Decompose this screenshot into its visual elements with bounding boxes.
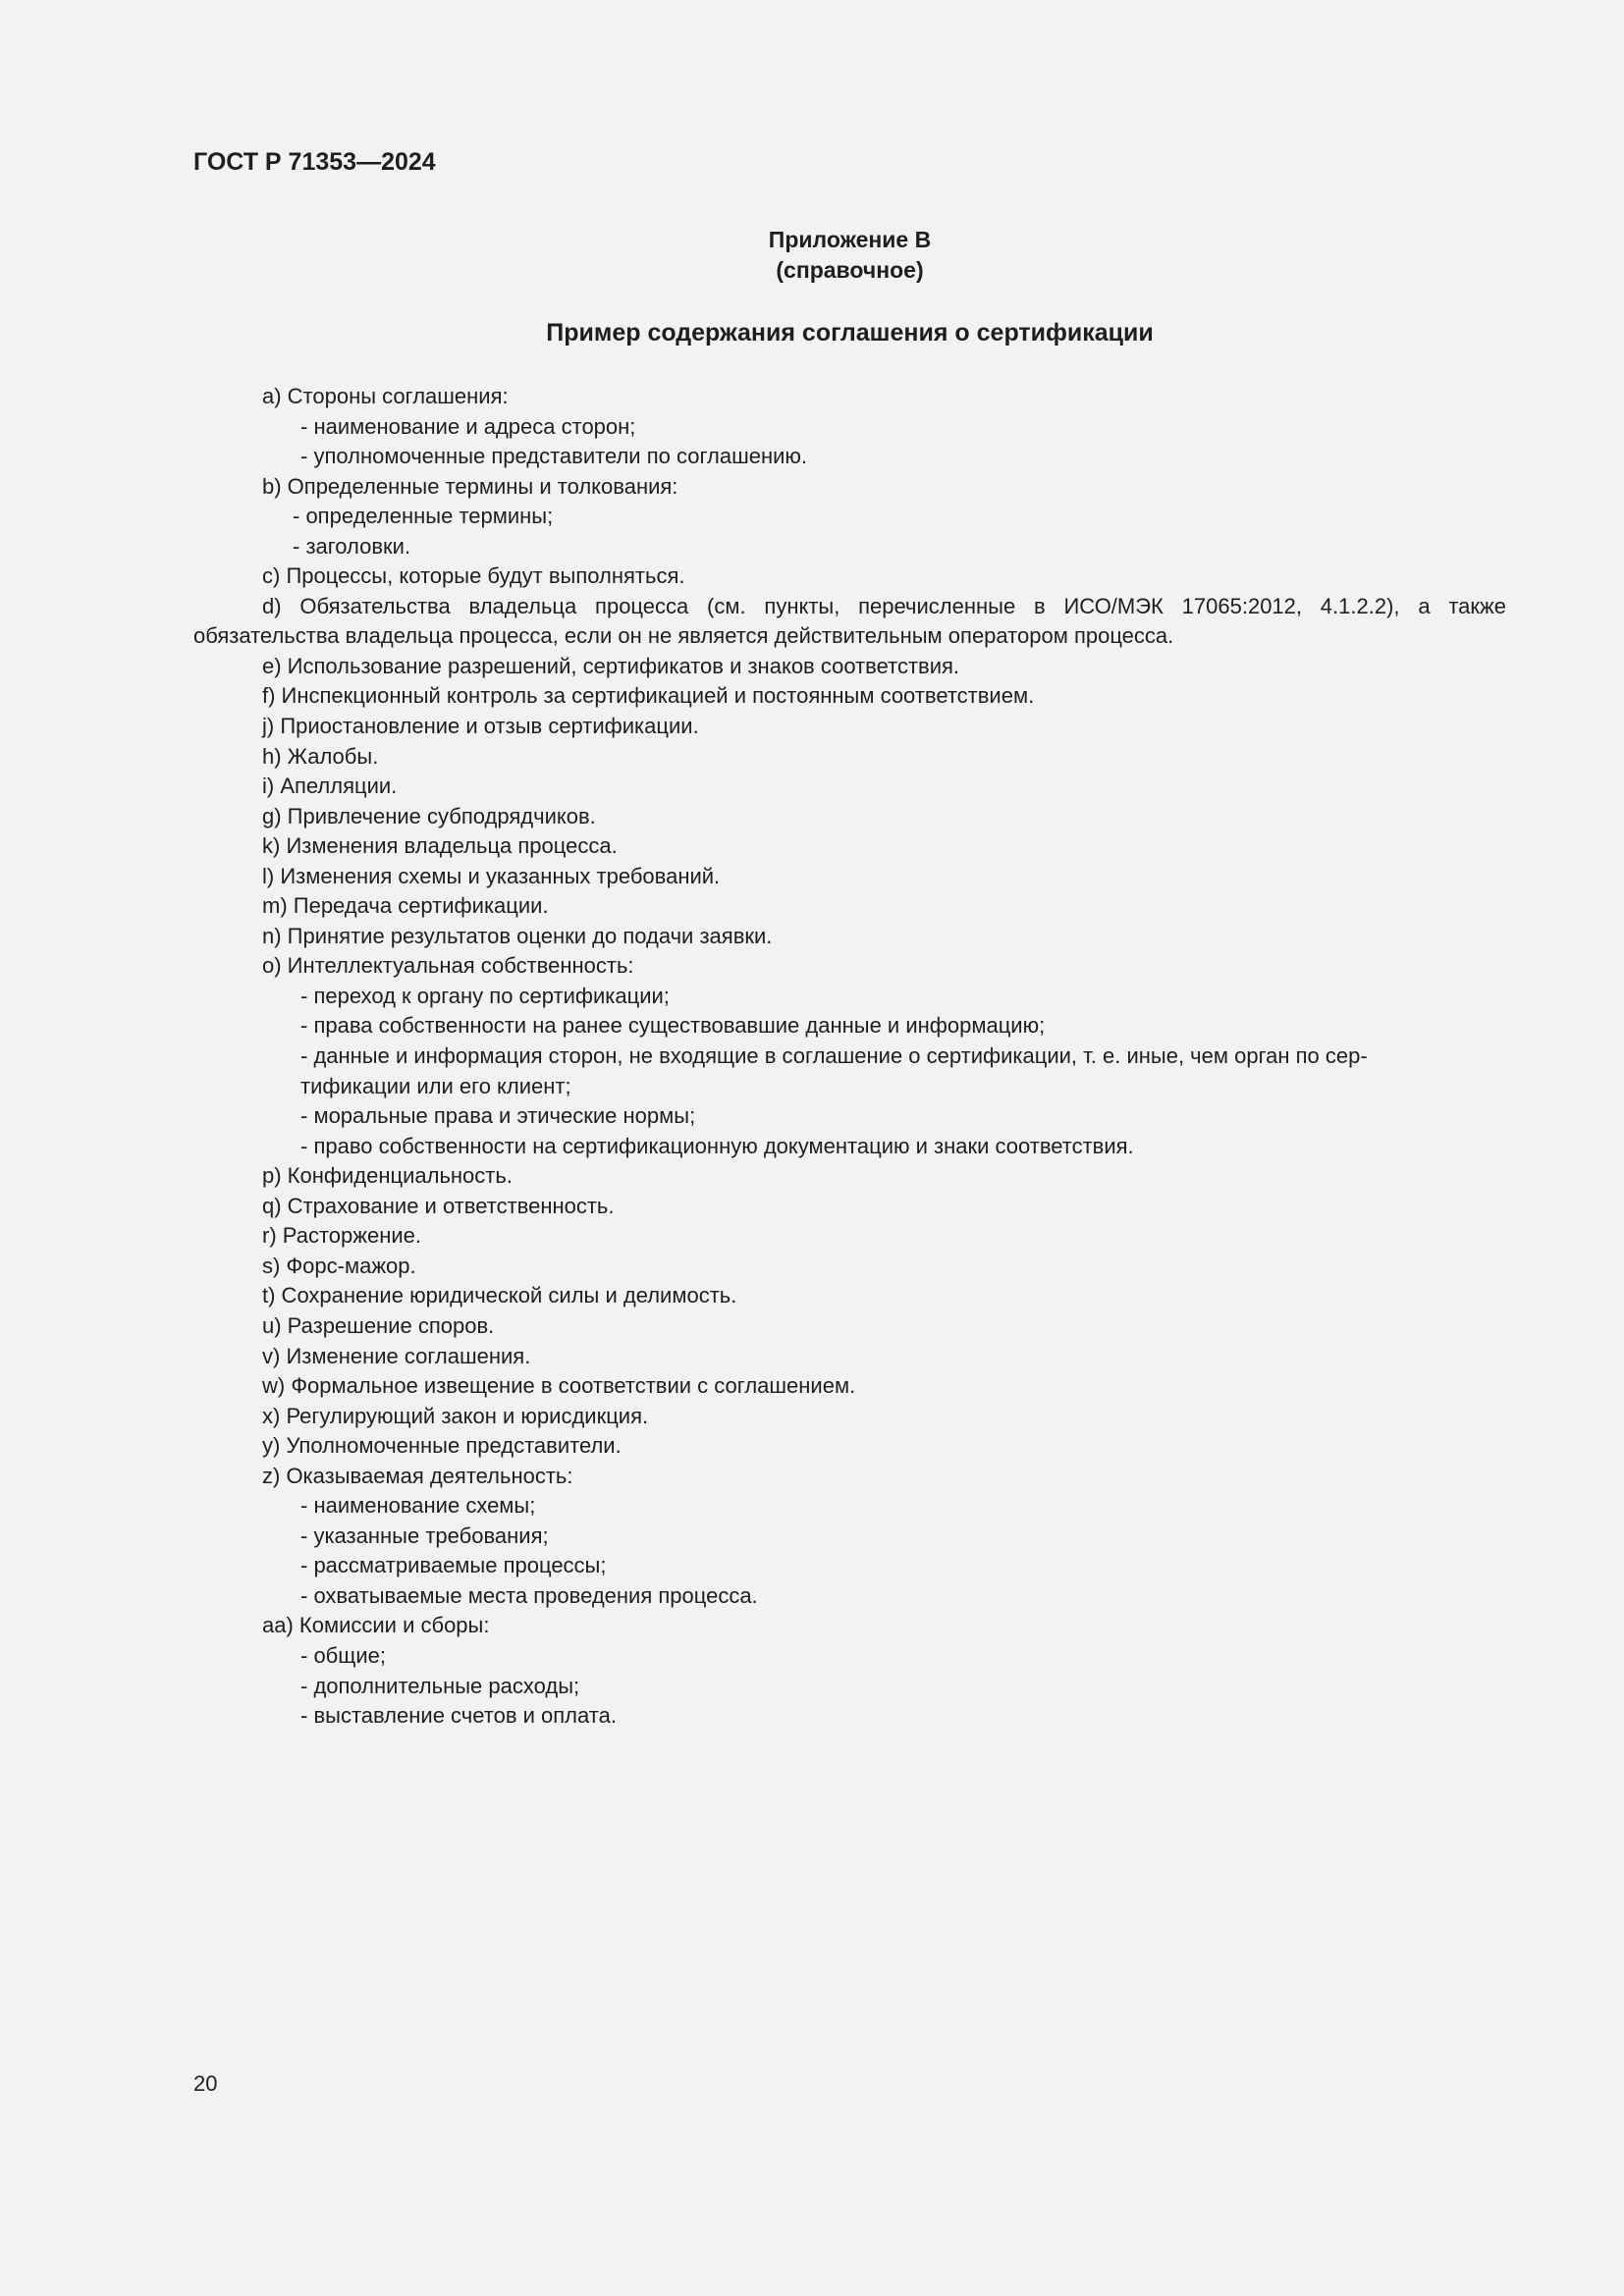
list-item: d) Обязательства владельца процесса (см. пункты, перечисленные в ИСО/МЭК 17065:2012, 4.1.2.2), а также обязательства владельца процесса, если он не является действительным оператором процесса. (193, 593, 1506, 649)
list-item: e) Использование разрешений, сертификатов и знаков соответствия. (262, 653, 960, 678)
list-subitem: - моральные права и этические нормы; (300, 1103, 696, 1129)
list-item: g) Привлечение субподрядчиков. (262, 803, 596, 828)
page-number: 20 (193, 2071, 218, 2096)
list-item: n) Принятие результатов оценки до подачи заявки. (262, 923, 773, 948)
list-item: p) Конфиденциальность. (262, 1163, 513, 1189)
list-subitem: - выставление счетов и оплата. (300, 1703, 617, 1729)
list-item: c) Процессы, которые будут выполняться. (262, 563, 685, 589)
list-item: m) Передача сертификации. (262, 893, 549, 919)
annex-type: (справочное) (776, 257, 924, 283)
list-item: a) Стороны соглашения: (262, 384, 509, 408)
list-subitem: - право собственности на сертификационную документацию и знаки соответствия. (300, 1133, 1134, 1158)
list-item: b) Определенные термины и толкования: (262, 473, 678, 499)
list-item: t) Сохранение юридической силы и делимость. (262, 1283, 737, 1308)
list-subitem: - данные и информация сторон, не входящие в соглашение о сертификации, т. е. иные, чем орган по сер- (300, 1043, 1368, 1069)
list-subitem: - уполномоченные представители по соглашению. (300, 444, 808, 469)
list-subitem: - рассматриваемые процессы; (300, 1553, 607, 1578)
list-subitem: - определенные термины; (293, 504, 554, 529)
annex-label: Приложение В (768, 227, 932, 252)
list-item: h) Жалобы. (262, 743, 379, 769)
list-item: q) Страхование и ответственность. (262, 1193, 615, 1218)
list-item: s) Форс-мажор. (262, 1253, 416, 1278)
list-item: j) Приостановление и отзыв сертификации. (262, 714, 699, 739)
list-subitem: - права собственности на ранее существовавшие данные и информацию; (300, 1013, 1046, 1039)
list-item: z) Оказываемая деятельность: (262, 1463, 573, 1488)
list-subitem: - заголовки. (293, 533, 411, 559)
document-code: ГОСТ Р 71353—2024 (193, 148, 436, 176)
list-subitem: - переход к органу по сертификации; (300, 983, 670, 1008)
list-item: l) Изменения схемы и указанных требований. (262, 863, 721, 888)
list-item: v) Изменение соглашения. (262, 1343, 531, 1368)
list-subitem: тификации или его клиент; (300, 1073, 571, 1098)
list-item: f) Инспекционный контроль за сертификацией и постоянным соответствием. (262, 683, 1035, 709)
list-item: u) Разрешение споров. (262, 1312, 495, 1338)
list-item: r) Расторжение. (262, 1223, 421, 1249)
list-subitem: - дополнительные расходы; (300, 1673, 580, 1698)
list-item: i) Апелляции. (262, 774, 398, 799)
list-item: aa) Комиссии и сборы: (262, 1613, 490, 1638)
list-subitem: - указанные требования; (300, 1522, 549, 1548)
list-item: k) Изменения владельца процесса. (262, 833, 618, 859)
list-subitem: - охватываемые места проведения процесса. (300, 1582, 758, 1608)
list-item: w) Формальное извещение в соответствии с соглашением. (262, 1373, 856, 1399)
list-subitem: - общие; (300, 1642, 387, 1668)
list-subitem: - наименование и адреса сторон; (300, 413, 636, 439)
list-subitem: - наименование схемы; (300, 1493, 536, 1519)
list-item: o) Интеллектуальная собственность: (262, 953, 634, 979)
agreement-contents-list (193, 382, 1506, 1732)
section-title: Пример содержания соглашения о сертификации (546, 319, 1154, 347)
list-item: y) Уполномоченные представители. (262, 1433, 622, 1459)
annex-heading (193, 225, 1506, 286)
list-item: x) Регулирующий закон и юрисдикция. (262, 1403, 649, 1428)
